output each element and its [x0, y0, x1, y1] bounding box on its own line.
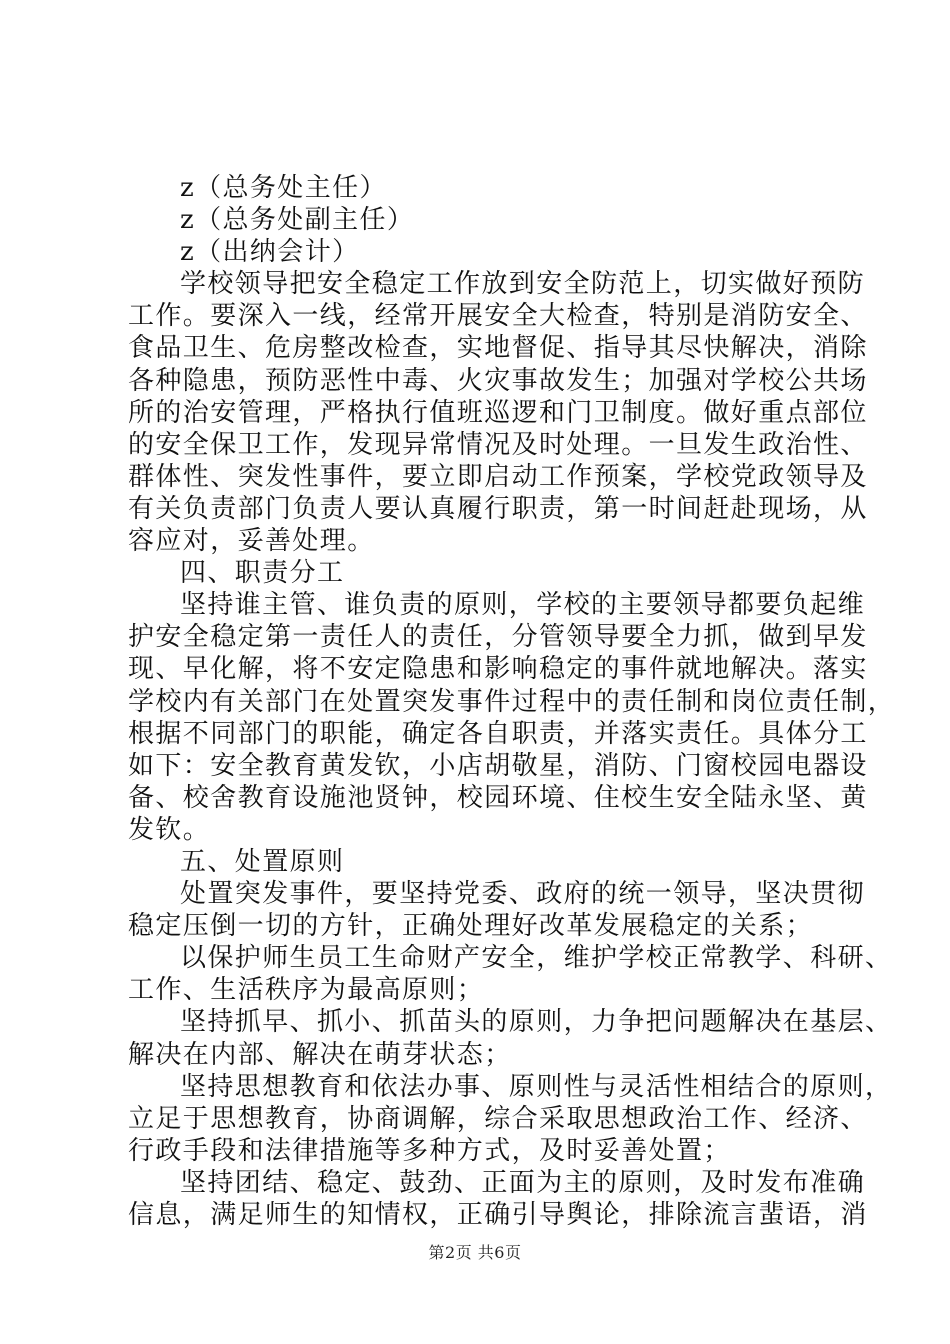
- paragraph-first-line: 学校领导把安全稳定工作放到安全防范上，切实做好预防: [180, 269, 866, 300]
- document-body: [128, 172, 896, 1231]
- text-line: 根据不同部门的职能，确定各自职责，并落实责任。具体分工: [128, 718, 868, 749]
- paragraph-first-line: 坚持思想教育和依法办事、原则性与灵活性相结合的原则，: [180, 1071, 893, 1102]
- text-line: 容应对，妥善处理。: [128, 526, 375, 557]
- text-line: 有关负责部门负责人要认真履行职责，第一时间赶赴现场，从: [128, 493, 868, 524]
- text-line: z（总务处主任）: [180, 173, 387, 203]
- text-line: 的安全保卫工作，发现异常情况及时处理。一旦发生政治性、: [128, 429, 868, 460]
- text-line: 如下：安全教育黄发钦，小店胡敬星，消防、门窗校园电器设: [128, 750, 868, 781]
- text-line: 食品卫生、危房整改检查，实地督促、指导其尽快解决，消除: [128, 333, 868, 364]
- section-heading: 五、处置原则: [180, 846, 345, 877]
- section-heading: 四、职责分工: [180, 558, 345, 589]
- text-line: 工作、生活秩序为最高原则；: [128, 975, 485, 1006]
- text-line: 稳定压倒一切的方针，正确处理好改革发展稳定的关系；: [128, 911, 814, 942]
- paragraph-first-line: 以保护师生员工生命财产安全，维护学校正常教学、科研、: [180, 943, 893, 974]
- text-line: 解决在内部、解决在萌芽状态；: [128, 1039, 512, 1070]
- text-line: 护安全稳定第一责任人的责任，分管领导要全力抓，做到早发: [128, 622, 868, 653]
- text-line: z（总务处副主任）: [180, 205, 415, 236]
- text-line: 所的治安管理，严格执行值班巡逻和门卫制度。做好重点部位: [128, 397, 868, 428]
- text-line: 信息，满足师生的知情权，正确引导舆论，排除流言蜚语，消: [128, 1200, 868, 1230]
- text-line: 发钦。: [128, 814, 211, 845]
- text-line: 工作。要深入一线，经常开展安全大检查，特别是消防安全、: [128, 301, 868, 332]
- paragraph-first-line: 坚持抓早、抓小、抓苗头的原则，力争把问题解决在基层、: [180, 1007, 893, 1038]
- text-line: 备、校舍教育设施池贤钟，校园环境、住校生安全陆永坚、黄: [128, 782, 868, 813]
- text-line: z（出纳会计）: [180, 237, 360, 268]
- page-number-footer: 第2页 共6页: [428, 1243, 522, 1262]
- paragraph-first-line: 处置突发事件，要坚持党委、政府的统一领导，坚决贯彻: [180, 879, 866, 910]
- text-line: 学校内有关部门在处置突发事件过程中的责任制和岗位责任制，: [128, 686, 896, 717]
- text-line: 各种隐患，预防恶性中毒、火灾事故发生；加强对学校公共场: [128, 365, 868, 396]
- text-line: 行政手段和法律措施等多种方式，及时妥善处置；: [128, 1135, 731, 1166]
- text-line: 立足于思想教育，协商调解，综合采取思想政治工作、经济、: [128, 1103, 868, 1134]
- paragraph-first-line: 坚持谁主管、谁负责的原则，学校的主要领导都要负起维: [180, 590, 866, 621]
- text-line: 现、早化解，将不安定隐患和影响稳定的事件就地解决。落实: [128, 654, 868, 685]
- paragraph-first-line: 坚持团结、稳定、鼓劲、正面为主的原则，及时发布准确: [180, 1167, 866, 1198]
- text-line: 群体性、突发性事件，要立即启动工作预案，学校党政领导及: [128, 461, 868, 492]
